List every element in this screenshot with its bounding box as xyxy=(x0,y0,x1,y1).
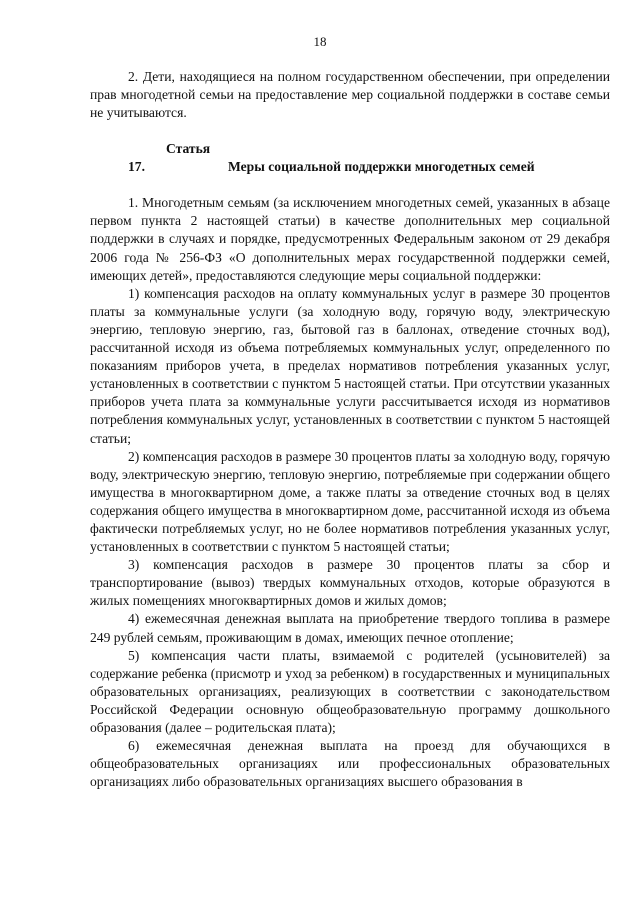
article-heading xyxy=(90,140,610,176)
list-item-4: 4) ежемесячная денежная выплата на приобретение твердого топлива в размере 249 рублей семьям, проживающим в домах, имеющих печное отопление; xyxy=(90,611,610,645)
intro-paragraph: 2. Дети, находящиеся на полном государственном обеспечении, при определении прав многодетной семьи на предоставление мер социальной поддержки в составе семьи не учитываются. xyxy=(90,69,610,121)
list-item-3: 3) компенсация расходов в размере 30 процентов платы за сбор и транспортирование (вывоз) твердых коммунальных отходов, которые образуются в жилых помещениях многоквартирных домов и жилых домов; xyxy=(90,557,610,609)
article-number: Статья 17. xyxy=(128,141,211,175)
list-item-2: 2) компенсация расходов в размере 30 процентов платы за холодную воду, горячую воду, электрическую энергию, тепловую энергию, потребляемые при содержании общего имущества в многоквартирном доме, а также платы за отведение сточных вод в целях содержания общего имущества в многоквартирном доме, рассчитанной исходя из объема фактически потребляемых услуг, но не более нормативов потребления указанных услуг, установленных в соответствии с пунктом 5 настоящей статьи; xyxy=(90,448,610,555)
article-title: Меры социальной поддержки многодетных семей xyxy=(228,159,535,175)
page-number: 18 xyxy=(313,34,327,49)
document-body xyxy=(90,68,610,791)
list-item-1: 1) компенсация расходов на оплату коммунальных услуг в размере 30 процентов платы за коммунальные услуги (за холодную воду, горячую воду, электрическую энергию, тепловую энергию, газ, бытовой газ в баллонах, отведение сточных вод), рассчитанной исходя из объема потребляемых коммунальных услуг, определенного по показаниям приборов учета, в пределах нормативов потребления указанных услуг, установленных в соответствии с пунктом 5 настоящей статьи. При отсутствии указанных приборов учета плата за коммунальные услуги рассчитывается исходя из нормативов потребления коммунальных услуг, установленных в соответствии с пунктом 5 настоящей статьи; xyxy=(90,285,610,446)
list-item-5: 5) компенсация части платы, взимаемой с родителей (усыновителей) за содержание ребенка (присмотр и уход за ребенком) в государственных и муниципальных образовательных организациях, реализующих в соответствии с законодательством Российской Федерации основную общеобразовательную программу дошкольного образования (далее – родительская плата); xyxy=(90,647,610,735)
paragraph-1: 1. Многодетным семьям (за исключением многодетных семей, указанных в абзаце первом пункта 2 настоящей статьи) в качестве дополнительных мер социальной поддержки в случаях и порядке, предусмотренных Федеральным законом от 29 декабря 2006 года № 256-ФЗ «О дополнительных мерах государственной поддержки семей, имеющих детей», предоставляются следующие меры социальной поддержки: xyxy=(90,195,610,283)
list-item-6: 6) ежемесячная денежная выплата на проезд для обучающихся в общеобразовательных организациях или профессиональных образовательных организациях либо образовательных организациях высшего образования в xyxy=(90,738,610,790)
